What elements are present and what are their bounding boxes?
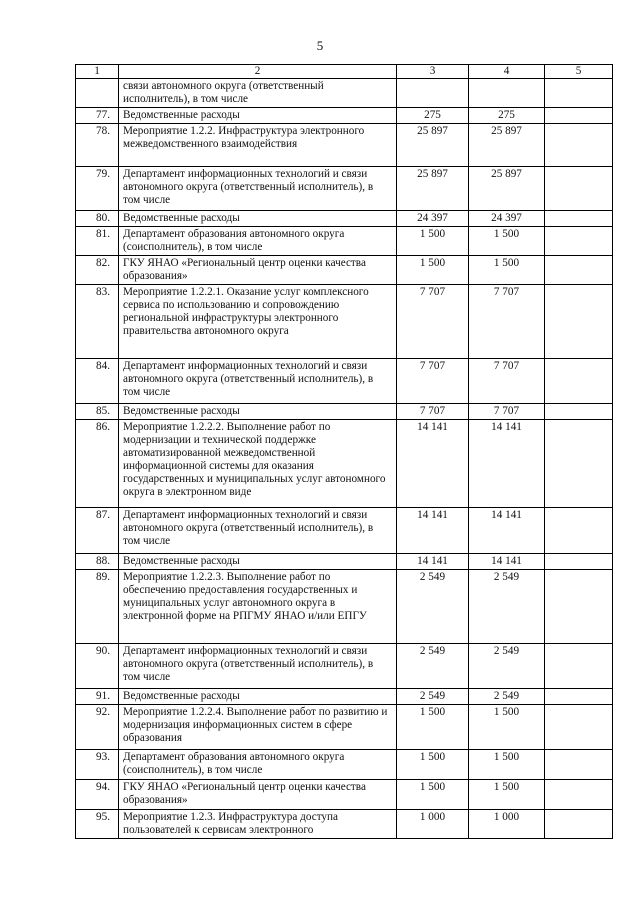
table-row (76, 810, 613, 839)
row-value-col-3: 1 000 (397, 810, 469, 839)
row-number: 94. (76, 780, 119, 810)
row-value-col-4: 1 500 (469, 705, 545, 750)
row-value-col-5 (545, 285, 613, 359)
row-description: связи автономного округа (ответственный исполнитель), в том числе (119, 79, 397, 108)
row-description: Мероприятие 1.2.2.1. Оказание услуг комплексного сервиса по использованию и сопровождению региональной инфраструктуры электронного правительства автономного округа (119, 285, 397, 359)
row-value-col-3: 2 549 (397, 689, 469, 705)
row-value-col-4: 14 141 (469, 508, 545, 554)
row-description: Мероприятие 1.2.2.3. Выполнение работ по обеспечению предоставления государственных и муниципальных услуг автономного округа в электронной форме на РПГМУ ЯНАО и/или ЕПГУ (119, 570, 397, 644)
row-description: ГКУ ЯНАО «Региональный центр оценки качества образования» (119, 780, 397, 810)
row-number: 90. (76, 644, 119, 689)
row-value-col-3: 25 897 (397, 167, 469, 211)
row-value-col-4: 24 397 (469, 211, 545, 227)
row-number: 84. (76, 359, 119, 404)
table-body (76, 79, 613, 839)
table-row (76, 211, 613, 227)
row-value-col-5 (545, 570, 613, 644)
row-value-col-4: 25 897 (469, 124, 545, 167)
row-value-col-5 (545, 167, 613, 211)
budget-table (75, 64, 613, 839)
row-value-col-4 (469, 79, 545, 108)
header-col-3: 3 (397, 65, 469, 79)
table-row (76, 359, 613, 404)
row-value-col-4: 2 549 (469, 644, 545, 689)
row-number: 87. (76, 508, 119, 554)
row-value-col-4: 1 500 (469, 256, 545, 285)
row-value-col-5 (545, 359, 613, 404)
row-value-col-4: 1 000 (469, 810, 545, 839)
row-number: 92. (76, 705, 119, 750)
row-value-col-4: 2 549 (469, 570, 545, 644)
table-row (76, 644, 613, 689)
row-number (76, 79, 119, 108)
table-row (76, 570, 613, 644)
table-row (76, 420, 613, 508)
row-description: Мероприятие 1.2.2.2. Выполнение работ по модернизации и технической поддержке автоматизированной межведомственной информационной системы для оказания государственных и муниципальных услуг автономного округа в электронном виде (119, 420, 397, 508)
row-description: Департамент образования автономного округа (соисполнитель), в том числе (119, 227, 397, 256)
row-value-col-4: 275 (469, 108, 545, 124)
row-number: 86. (76, 420, 119, 508)
table-row (76, 285, 613, 359)
table-row (76, 554, 613, 570)
table-row (76, 167, 613, 211)
row-description: Департамент информационных технологий и связи автономного округа (ответственный исполнитель), в том числе (119, 167, 397, 211)
row-value-col-4: 14 141 (469, 554, 545, 570)
table-row (76, 508, 613, 554)
row-value-col-4: 14 141 (469, 420, 545, 508)
table-row (76, 404, 613, 420)
row-value-col-3: 14 141 (397, 554, 469, 570)
table-row (76, 108, 613, 124)
row-description: Мероприятие 1.2.2. Инфраструктура электронного межведомственного взаимодействия (119, 124, 397, 167)
row-description: Департамент образования автономного округа (соисполнитель), в том числе (119, 750, 397, 780)
table-row (76, 227, 613, 256)
row-number: 77. (76, 108, 119, 124)
row-value-col-5 (545, 508, 613, 554)
row-value-col-4: 7 707 (469, 404, 545, 420)
row-value-col-5 (545, 79, 613, 108)
row-description: Департамент информационных технологий и связи автономного округа (ответственный исполнитель), в том числе (119, 644, 397, 689)
row-value-col-5 (545, 227, 613, 256)
row-number: 83. (76, 285, 119, 359)
table-row (76, 256, 613, 285)
header-col-2: 2 (119, 65, 397, 79)
row-description: Ведомственные расходы (119, 554, 397, 570)
row-value-col-3 (397, 79, 469, 108)
row-description: Ведомственные расходы (119, 689, 397, 705)
row-number: 82. (76, 256, 119, 285)
row-value-col-4: 7 707 (469, 359, 545, 404)
table-row (76, 124, 613, 167)
row-description: Мероприятие 1.2.3. Инфраструктура доступа пользователей к сервисам электронного (119, 810, 397, 839)
row-value-col-5 (545, 554, 613, 570)
row-description: Ведомственные расходы (119, 404, 397, 420)
row-value-col-4: 2 549 (469, 689, 545, 705)
row-value-col-5 (545, 750, 613, 780)
row-value-col-3: 1 500 (397, 750, 469, 780)
row-value-col-3: 1 500 (397, 256, 469, 285)
row-number: 93. (76, 750, 119, 780)
row-description: Департамент информационных технологий и связи автономного округа (ответственный исполнитель), в том числе (119, 359, 397, 404)
row-value-col-5 (545, 124, 613, 167)
row-value-col-5 (545, 108, 613, 124)
row-value-col-3: 25 897 (397, 124, 469, 167)
row-value-col-4: 25 897 (469, 167, 545, 211)
row-value-col-3: 2 549 (397, 644, 469, 689)
row-value-col-3: 7 707 (397, 285, 469, 359)
row-description: Департамент информационных технологий и связи автономного округа (ответственный исполнитель), в том числе (119, 508, 397, 554)
row-value-col-3: 7 707 (397, 359, 469, 404)
row-value-col-3: 275 (397, 108, 469, 124)
row-value-col-5 (545, 705, 613, 750)
page-number: 5 (316, 38, 324, 53)
row-value-col-3: 14 141 (397, 420, 469, 508)
row-number: 81. (76, 227, 119, 256)
row-description: ГКУ ЯНАО «Региональный центр оценки качества образования» (119, 256, 397, 285)
row-description: Мероприятие 1.2.2.4. Выполнение работ по развитию и модернизация информационных систем в сфере образования (119, 705, 397, 750)
row-description: Ведомственные расходы (119, 211, 397, 227)
row-number: 89. (76, 570, 119, 644)
row-number: 85. (76, 404, 119, 420)
row-value-col-5 (545, 211, 613, 227)
table-row (76, 79, 613, 108)
row-value-col-3: 14 141 (397, 508, 469, 554)
row-description: Ведомственные расходы (119, 108, 397, 124)
row-value-col-5 (545, 256, 613, 285)
header-col-1: 1 (76, 65, 119, 79)
row-value-col-5 (545, 780, 613, 810)
header-col-4: 4 (469, 65, 545, 79)
row-value-col-5 (545, 404, 613, 420)
row-number: 78. (76, 124, 119, 167)
row-value-col-3: 2 549 (397, 570, 469, 644)
table-row (76, 689, 613, 705)
row-value-col-5 (545, 644, 613, 689)
row-value-col-3: 1 500 (397, 227, 469, 256)
row-number: 91. (76, 689, 119, 705)
header-col-5: 5 (545, 65, 613, 79)
header-row (76, 65, 613, 79)
row-number: 95. (76, 810, 119, 839)
row-value-col-3: 24 397 (397, 211, 469, 227)
table-row (76, 780, 613, 810)
row-value-col-3: 1 500 (397, 780, 469, 810)
row-number: 79. (76, 167, 119, 211)
table-row (76, 750, 613, 780)
table-row (76, 705, 613, 750)
row-value-col-3: 1 500 (397, 705, 469, 750)
row-number: 80. (76, 211, 119, 227)
row-number: 88. (76, 554, 119, 570)
row-value-col-4: 7 707 (469, 285, 545, 359)
row-value-col-5 (545, 689, 613, 705)
row-value-col-4: 1 500 (469, 227, 545, 256)
row-value-col-5 (545, 420, 613, 508)
row-value-col-4: 1 500 (469, 750, 545, 780)
row-value-col-3: 7 707 (397, 404, 469, 420)
row-value-col-4: 1 500 (469, 780, 545, 810)
row-value-col-5 (545, 810, 613, 839)
